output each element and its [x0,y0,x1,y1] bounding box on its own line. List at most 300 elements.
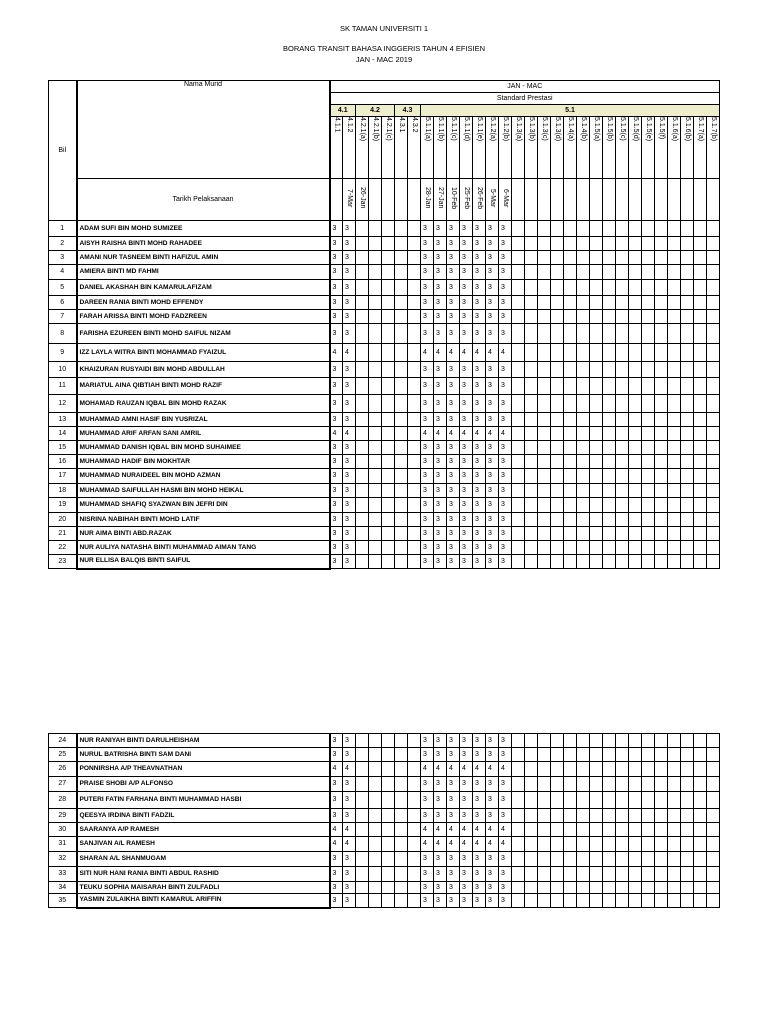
score-cell [512,762,525,777]
score-cell [629,280,642,296]
score-cell: 3 [447,894,460,908]
score-cell: 3 [473,734,486,748]
skill-code-header [707,117,720,179]
score-cell [525,498,538,513]
score-cell [707,395,720,413]
score-cell [668,748,681,762]
score-cell [577,362,590,378]
score-cell: 3 [486,484,499,498]
score-cell [369,280,382,296]
student-name: NUR AIMA BINTI ABD.RAZAK [77,527,330,541]
score-cell: 4 [330,823,343,837]
school-name: SK TAMAN UNIVERSITI 1 [339,24,429,33]
date-header [577,179,590,221]
score-cell: 3 [434,777,447,792]
score-cell [382,894,395,908]
score-cell [681,823,694,837]
score-cell [642,527,655,541]
score-cell [408,344,421,362]
score-cell: 3 [473,413,486,427]
score-cell [382,762,395,777]
score-cell: 3 [447,413,460,427]
score-cell [564,265,577,280]
score-cell [382,324,395,344]
score-cell [395,251,408,265]
score-cell [512,513,525,527]
score-cell [655,362,668,378]
score-cell: 3 [343,251,356,265]
score-cell [382,395,395,413]
score-cell: 3 [421,894,434,908]
score-cell [694,555,707,569]
score-cell [356,441,369,455]
score-cell [655,527,668,541]
score-cell: 3 [343,777,356,792]
score-cell: 3 [460,484,473,498]
skill-code-header [356,117,369,179]
score-cell [603,809,616,823]
score-cell: 3 [330,748,343,762]
score-cell [655,762,668,777]
score-cell: 4 [499,427,512,441]
score-cell: 4 [460,762,473,777]
date-header [590,179,603,221]
score-cell [564,441,577,455]
score-cell [707,427,720,441]
score-cell [642,852,655,867]
score-cell [707,837,720,852]
score-cell [356,413,369,427]
score-cell: 3 [486,324,499,344]
score-cell [577,852,590,867]
score-cell [707,310,720,324]
student-row [49,310,720,324]
skill-code: 4.2.1(c) [385,117,392,141]
score-cell [642,265,655,280]
score-cell [681,310,694,324]
score-cell [551,527,564,541]
score-cell: 3 [447,777,460,792]
score-cell: 3 [330,251,343,265]
score-cell [512,882,525,894]
score-cell: 3 [447,555,460,569]
score-cell: 3 [447,469,460,484]
skill-code-header [512,117,525,179]
score-cell [603,237,616,251]
score-cell [564,427,577,441]
score-cell [577,395,590,413]
score-cell [694,344,707,362]
score-cell: 3 [343,792,356,809]
score-cell [668,237,681,251]
score-cell: 3 [486,809,499,823]
student-name: SAARANYA A/P RAMESH [77,823,330,837]
score-cell: 3 [447,296,460,310]
score-cell [525,378,538,395]
score-cell [369,324,382,344]
student-name: NURUL BATRISHA BINTI SAM DANI [77,748,330,762]
score-cell [564,310,577,324]
score-cell [408,882,421,894]
score-cell [356,427,369,441]
skill-code: 5.1.5(c) [619,117,626,141]
score-cell [369,251,382,265]
score-cell: 3 [434,251,447,265]
score-cell [642,777,655,792]
score-cell: 3 [447,792,460,809]
score-cell [538,762,551,777]
skill-code-header [460,117,473,179]
score-cell [551,555,564,569]
student-row [49,221,720,237]
score-cell [408,413,421,427]
score-cell [681,265,694,280]
score-cell: 4 [473,823,486,837]
score-cell [603,310,616,324]
score-cell [616,469,629,484]
score-cell [590,894,603,908]
skill-code-header [603,117,616,179]
score-cell [655,748,668,762]
score-cell [629,513,642,527]
score-cell: 3 [486,852,499,867]
score-cell [629,251,642,265]
score-cell: 3 [486,527,499,541]
score-cell [629,395,642,413]
score-cell [525,867,538,882]
score-cell: 3 [460,748,473,762]
score-cell [356,762,369,777]
score-cell: 3 [460,221,473,237]
score-cell [577,882,590,894]
score-cell [512,251,525,265]
row-number: 29 [49,809,77,823]
score-cell [590,296,603,310]
score-cell: 3 [343,867,356,882]
score-cell [577,748,590,762]
score-cell [408,498,421,513]
score-cell [564,894,577,908]
score-cell [642,748,655,762]
score-cell [668,882,681,894]
score-cell: 3 [343,882,356,894]
score-cell [382,882,395,894]
score-cell [382,484,395,498]
score-cell: 3 [499,513,512,527]
score-cell [408,280,421,296]
score-cell: 3 [486,513,499,527]
score-cell [642,280,655,296]
score-cell [681,378,694,395]
score-cell: 3 [499,296,512,310]
score-cell [590,527,603,541]
score-cell: 3 [473,748,486,762]
score-cell [577,324,590,344]
score-cell [642,837,655,852]
score-cell [564,296,577,310]
date-header [460,179,473,221]
score-cell [707,324,720,344]
score-cell: 3 [473,237,486,251]
score-cell [512,237,525,251]
score-cell [629,852,642,867]
score-cell: 3 [421,362,434,378]
score-cell [707,484,720,498]
score-cell [603,324,616,344]
student-row [49,852,720,867]
score-cell [356,541,369,555]
score-cell [564,344,577,362]
skill-code: 5.1.2(b) [502,117,509,142]
score-cell [655,882,668,894]
score-cell [564,867,577,882]
student-name: SANJIVAN A/L RAMESH [77,837,330,852]
score-cell [564,362,577,378]
row-number: 20 [49,513,77,527]
score-cell [577,867,590,882]
score-cell: 3 [460,809,473,823]
score-cell [590,441,603,455]
score-cell: 3 [460,513,473,527]
row-number: 1 [49,221,77,237]
score-cell [564,762,577,777]
score-cell [655,455,668,469]
score-cell [577,555,590,569]
score-cell [642,324,655,344]
score-cell [538,541,551,555]
row-number: 33 [49,867,77,882]
score-cell [590,852,603,867]
score-cell [369,484,382,498]
score-cell: 3 [499,413,512,427]
score-cell [525,792,538,809]
score-cell [356,237,369,251]
score-cell [616,498,629,513]
score-cell: 3 [473,251,486,265]
skill-code: 4.3.2 [411,117,418,133]
score-cell [564,882,577,894]
score-cell: 3 [486,555,499,569]
row-number: 21 [49,527,77,541]
score-cell: 3 [343,748,356,762]
score-cell [356,527,369,541]
score-cell [590,882,603,894]
score-cell [382,427,395,441]
score-cell: 3 [473,378,486,395]
skill-code: 4.3.1 [398,117,405,133]
score-cell [629,882,642,894]
score-cell [395,748,408,762]
score-cell [694,513,707,527]
student-row [49,498,720,513]
score-cell [642,221,655,237]
score-cell: 3 [473,527,486,541]
score-cell [395,762,408,777]
score-cell [694,469,707,484]
score-cell [551,837,564,852]
score-cell [655,792,668,809]
score-cell [408,852,421,867]
score-cell [369,809,382,823]
score-cell: 3 [343,237,356,251]
score-cell [369,413,382,427]
score-cell: 3 [343,809,356,823]
score-cell [603,541,616,555]
score-cell [512,427,525,441]
score-cell: 3 [499,777,512,792]
score-cell [629,362,642,378]
score-cell: 3 [434,296,447,310]
score-cell: 3 [499,469,512,484]
score-cell [629,748,642,762]
score-cell [538,344,551,362]
score-cell [668,527,681,541]
score-cell [707,777,720,792]
score-cell [369,296,382,310]
score-cell [694,484,707,498]
score-cell [603,413,616,427]
student-row [49,792,720,809]
score-cell [642,310,655,324]
skill-code: 5.1.5(b) [606,117,613,142]
score-cell [525,324,538,344]
score-cell [525,237,538,251]
score-cell: 3 [473,894,486,908]
score-cell [590,413,603,427]
score-cell [525,251,538,265]
score-cell [408,777,421,792]
score-cell [538,809,551,823]
score-cell [551,809,564,823]
score-cell: 3 [330,296,343,310]
score-cell [655,251,668,265]
score-cell [395,413,408,427]
score-cell [525,441,538,455]
score-cell [668,455,681,469]
score-cell [629,541,642,555]
score-cell [577,513,590,527]
score-cell [681,296,694,310]
student-row [49,395,720,413]
score-cell [642,484,655,498]
score-cell [694,455,707,469]
score-cell: 3 [434,324,447,344]
score-cell [616,792,629,809]
score-cell [681,251,694,265]
score-cell: 3 [421,513,434,527]
score-cell: 4 [343,344,356,362]
score-cell [603,484,616,498]
score-cell [707,344,720,362]
score-cell [577,469,590,484]
score-cell: 3 [421,867,434,882]
skill-code-header [551,117,564,179]
score-cell [668,395,681,413]
score-cell [642,498,655,513]
score-cell [603,777,616,792]
score-cell [395,441,408,455]
score-cell: 3 [473,280,486,296]
score-cell: 3 [447,882,460,894]
score-cell [356,513,369,527]
score-cell [408,441,421,455]
student-row [49,541,720,555]
score-cell [681,455,694,469]
score-cell: 3 [447,378,460,395]
score-cell [681,484,694,498]
row-number: 9 [49,344,77,362]
score-cell [577,251,590,265]
score-cell: 3 [486,792,499,809]
student-row [49,378,720,395]
score-cell [408,823,421,837]
score-cell [369,221,382,237]
score-cell: 3 [460,777,473,792]
score-cell [577,498,590,513]
row-number: 28 [49,792,77,809]
score-cell: 4 [486,823,499,837]
score-cell [551,413,564,427]
score-cell: 3 [343,469,356,484]
score-cell: 3 [473,469,486,484]
score-cell: 3 [460,867,473,882]
student-row [49,413,720,427]
score-cell: 3 [447,513,460,527]
score-cell: 3 [330,882,343,894]
score-cell: 4 [330,427,343,441]
score-cell [681,237,694,251]
score-cell [538,527,551,541]
score-cell [564,792,577,809]
score-cell [577,441,590,455]
score-cell [538,894,551,908]
score-cell [551,265,564,280]
score-cell [590,513,603,527]
score-cell [382,809,395,823]
score-cell: 4 [421,344,434,362]
score-cell [681,362,694,378]
score-cell [590,310,603,324]
score-cell [408,541,421,555]
score-cell: 3 [421,792,434,809]
score-cell: 4 [421,837,434,852]
score-cell [369,427,382,441]
score-cell [590,734,603,748]
row-number: 26 [49,762,77,777]
score-cell [395,823,408,837]
score-cell [707,541,720,555]
score-cell: 3 [473,882,486,894]
score-cell [395,344,408,362]
score-cell [577,809,590,823]
score-cell [655,513,668,527]
student-row [49,296,720,310]
score-cell [681,762,694,777]
score-cell [551,792,564,809]
score-cell [642,427,655,441]
skill-code: 5.1.7(b) [710,117,717,142]
score-cell: 3 [460,362,473,378]
score-cell: 3 [499,395,512,413]
score-cell [408,455,421,469]
score-cell [668,823,681,837]
row-number: 17 [49,469,77,484]
student-name: PONNIRSHA A/P THEAVNATHAN [77,762,330,777]
score-cell [668,280,681,296]
date-header [668,179,681,221]
score-cell [629,777,642,792]
score-cell [577,310,590,324]
